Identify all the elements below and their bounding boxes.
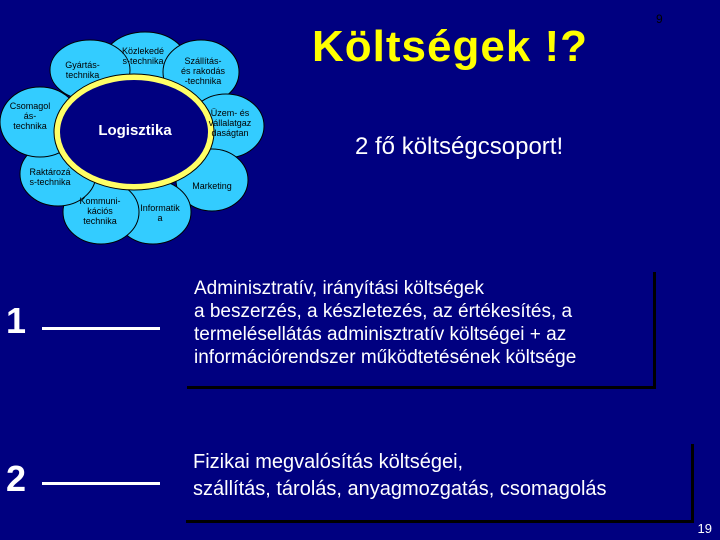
item-number-1: 1 xyxy=(6,300,27,341)
petal-label-raktarozas: Raktározá s-technika xyxy=(29,167,71,187)
petal-label-uzem: Üzem- és vállalatgaz daságtan xyxy=(208,108,252,138)
petal-label-marketing: Marketing xyxy=(192,181,232,191)
subtitle: 2 fő költségcsoport! xyxy=(355,133,564,160)
top-number: 9 xyxy=(656,12,663,26)
petal-label-kozlekedes: Közlekedé s-technika xyxy=(121,46,165,66)
slide-title: Költségek !? xyxy=(312,22,589,71)
item-line-2 xyxy=(42,482,160,485)
petal-label-kommunikacios: Kommuni- kációs technika xyxy=(79,196,121,226)
petal-label-informatika: Informatik a xyxy=(140,203,180,223)
item-number-2: 2 xyxy=(6,458,27,499)
item-line-1 xyxy=(42,327,160,330)
page-number: 19 xyxy=(697,521,712,536)
item-box-2 xyxy=(186,444,694,523)
center-label: Logisztika xyxy=(98,122,172,139)
item-text-1: Adminisztratív, irányítási költségek a beszerzés, a készletezés, az értékesítés, a termelésellátás adminisztratív költségei + az információrendszer működtetésének költsége xyxy=(194,278,577,368)
item-box-1 xyxy=(187,272,656,389)
petal-label-gyartas: Gyártás- technika xyxy=(65,60,100,80)
petal-label-szallitas: Szállítás- és rakodás -technika xyxy=(180,56,226,86)
logistics-flower-diagram xyxy=(0,0,300,250)
petal-label-csomagolas: Csomagol ás- technika xyxy=(9,101,51,131)
item-text-2: Fizikai megvalósítás költségei, szállítás, tárolás, anyagmozgatás, csomagolás xyxy=(193,451,607,500)
